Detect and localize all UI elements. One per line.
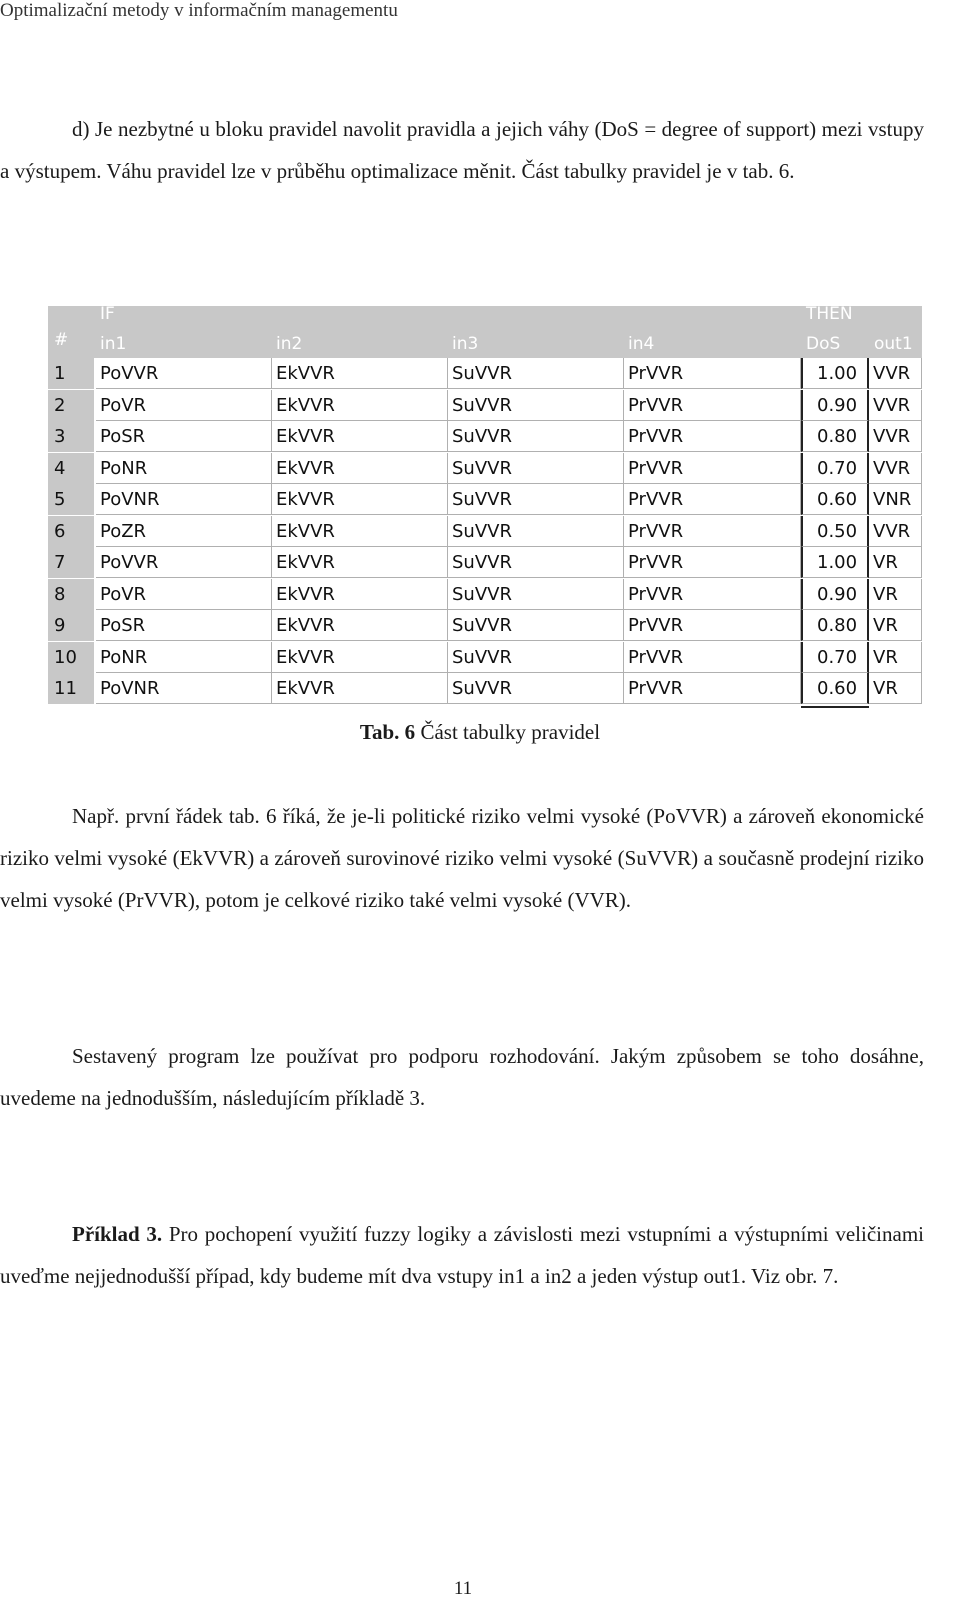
paragraph-text: Pro pochopení využití fuzzy logiky a závislosti mezi vstupními a výstupními veličinami uveďme nejjednodušší případ, kdy budeme mít dva vstupy in1 a in2 a jeden výstup out1. Viz obr. 7. xyxy=(0,1222,924,1288)
cell-in1: PoVNR xyxy=(96,673,272,704)
cell-in2: EkVVR xyxy=(272,547,448,578)
paragraph-text: Např. první řádek tab. 6 říká, že je-li politické riziko velmi vysoké (PoVVR) a zároveň ekonomické riziko velmi vysoké (EkVVR) a zároveň surovinové riziko velmi vysoké (SuVVR) a současně prodejní riziko velmi vysoké (PrVVR), potom je celkové riziko také velmi vysoké (VVR). xyxy=(0,804,924,912)
table-row xyxy=(48,642,922,673)
cell-in3: SuVVR xyxy=(448,516,624,547)
column-header-in2: in2 xyxy=(276,334,303,354)
cell-dos: 0.60 xyxy=(801,673,869,704)
table-row xyxy=(48,547,922,578)
cell-out1: VNR xyxy=(869,484,922,515)
cell-in3: SuVVR xyxy=(448,547,624,578)
paragraph-example-3 xyxy=(0,1213,924,1297)
row-number: 8 xyxy=(48,579,94,610)
if-label: IF xyxy=(100,306,115,324)
cell-in2: EkVVR xyxy=(272,642,448,673)
cell-dos: 1.00 xyxy=(801,358,869,389)
cell-in2: EkVVR xyxy=(272,579,448,610)
cell-in4: PrVVR xyxy=(624,673,801,704)
rule-table-header xyxy=(48,306,922,358)
cell-in3: SuVVR xyxy=(448,390,624,421)
table-row xyxy=(48,358,922,389)
cell-dos: 0.60 xyxy=(801,484,869,515)
cell-in3: SuVVR xyxy=(448,579,624,610)
table-row xyxy=(48,390,922,421)
cell-in1: PoVNR xyxy=(96,484,272,515)
cell-in3: SuVVR xyxy=(448,453,624,484)
paragraph-decision-support xyxy=(0,1035,924,1119)
table-row xyxy=(48,453,922,484)
cell-out1: VVR xyxy=(869,358,922,389)
cell-in2: EkVVR xyxy=(272,453,448,484)
paragraph-text: Sestavený program lze používat pro podporu rozhodování. Jakým způsobem se toho dosáhne, uvedeme na jednodušším, následujícím příkladě 3. xyxy=(0,1044,924,1110)
cell-in4: PrVVR xyxy=(624,421,801,452)
cell-in3: SuVVR xyxy=(448,484,624,515)
row-number: 9 xyxy=(48,610,94,641)
cell-in4: PrVVR xyxy=(624,610,801,641)
paragraph-example-explanation xyxy=(0,795,924,921)
column-header-in1: in1 xyxy=(100,334,127,354)
cell-out1: VVR xyxy=(869,390,922,421)
cell-in1: PoNR xyxy=(96,642,272,673)
cell-in4: PrVVR xyxy=(624,642,801,673)
cell-out1: VR xyxy=(869,610,922,641)
rule-table xyxy=(48,306,922,726)
column-header-out1: out1 xyxy=(874,334,913,354)
column-header-in3: in3 xyxy=(452,334,479,354)
row-number: 10 xyxy=(48,642,94,673)
table-caption xyxy=(0,720,960,745)
cell-out1: VR xyxy=(869,642,922,673)
cell-out1: VVR xyxy=(869,453,922,484)
cell-in2: EkVVR xyxy=(272,516,448,547)
example-heading: Příklad 3. xyxy=(72,1222,163,1246)
caption-text: Část tabulky pravidel xyxy=(415,720,601,744)
cell-dos: 0.90 xyxy=(801,390,869,421)
cell-in4: PrVVR xyxy=(624,516,801,547)
row-number: 7 xyxy=(48,547,94,578)
cell-in1: PoVR xyxy=(96,579,272,610)
cell-in2: EkVVR xyxy=(272,421,448,452)
cell-dos: 0.90 xyxy=(801,579,869,610)
table-row xyxy=(48,673,922,704)
cell-in1: PoVVR xyxy=(96,547,272,578)
column-header-dos: DoS xyxy=(806,334,841,354)
then-label: THEN xyxy=(806,306,853,324)
cell-in1: PoNR xyxy=(96,453,272,484)
cell-out1: VR xyxy=(869,547,922,578)
table-row xyxy=(48,516,922,547)
cell-in1: PoZR xyxy=(96,516,272,547)
page-number: 11 xyxy=(453,1578,473,1599)
cell-in2: EkVVR xyxy=(272,358,448,389)
running-header: Optimalizační metody v informačním managementu xyxy=(0,0,398,21)
row-number: 4 xyxy=(48,453,94,484)
paragraph-rule-weights xyxy=(0,108,924,192)
cell-dos: 0.80 xyxy=(801,421,869,452)
cell-in4: PrVVR xyxy=(624,547,801,578)
cell-in3: SuVVR xyxy=(448,642,624,673)
column-header-in4: in4 xyxy=(628,334,655,354)
dos-column-bottom-border xyxy=(801,706,869,708)
cell-in4: PrVVR xyxy=(624,579,801,610)
cell-in2: EkVVR xyxy=(272,610,448,641)
row-number: 5 xyxy=(48,484,94,515)
row-number-header: # xyxy=(54,330,69,350)
cell-in2: EkVVR xyxy=(272,484,448,515)
cell-out1: VR xyxy=(869,579,922,610)
cell-in1: PoSR xyxy=(96,421,272,452)
cell-in1: PoSR xyxy=(96,610,272,641)
table-row xyxy=(48,421,922,452)
table-row xyxy=(48,610,922,641)
paragraph-text: d) Je nezbytné u bloku pravidel navolit pravidla a jejich váhy (DoS = degree of support) mezi vstupy a výstupem. Váhu pravidel lze v průběhu optimalizace měnit. Část tabulky pravidel je v tab. 6. xyxy=(0,117,924,183)
cell-in2: EkVVR xyxy=(272,673,448,704)
cell-in3: SuVVR xyxy=(448,358,624,389)
cell-dos: 0.70 xyxy=(801,453,869,484)
cell-dos: 0.80 xyxy=(801,610,869,641)
cell-in4: PrVVR xyxy=(624,358,801,389)
caption-label: Tab. 6 xyxy=(359,720,416,744)
cell-out1: VVR xyxy=(869,421,922,452)
cell-in1: PoVR xyxy=(96,390,272,421)
cell-in4: PrVVR xyxy=(624,453,801,484)
cell-in2: EkVVR xyxy=(272,390,448,421)
cell-dos: 0.70 xyxy=(801,642,869,673)
cell-dos: 0.50 xyxy=(801,516,869,547)
cell-in3: SuVVR xyxy=(448,673,624,704)
row-number: 3 xyxy=(48,421,94,452)
cell-in4: PrVVR xyxy=(624,390,801,421)
row-number: 6 xyxy=(48,516,94,547)
cell-in1: PoVVR xyxy=(96,358,272,389)
row-number: 1 xyxy=(48,358,94,389)
cell-dos: 1.00 xyxy=(801,547,869,578)
cell-out1: VR xyxy=(869,673,922,704)
cell-out1: VVR xyxy=(869,516,922,547)
cell-in3: SuVVR xyxy=(448,421,624,452)
table-row xyxy=(48,579,922,610)
row-number: 2 xyxy=(48,390,94,421)
cell-in4: PrVVR xyxy=(624,484,801,515)
row-number: 11 xyxy=(48,673,94,704)
cell-in3: SuVVR xyxy=(448,610,624,641)
table-row xyxy=(48,484,922,515)
